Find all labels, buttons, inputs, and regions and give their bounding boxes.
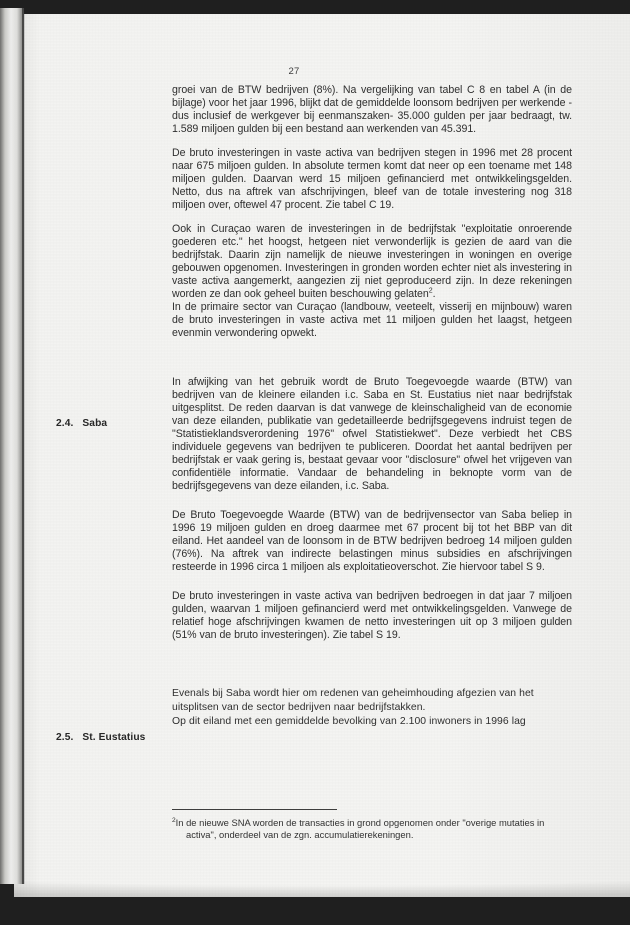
page-content [14, 14, 630, 897]
paragraph-3a-text: Ook in Curaçao waren de investeringen in de bedrijfstak "exploitatie onroerende goederen etc." het hoogst, hetgeen niet verwonderlijk is gezien de aard van die bedrijfstak. Daarin zijn namelijk de nieuwe investeringen in woningen en overige gebouwen opgenomen. Investeringen in gronden worden echter niet als investering in vaste activa aangemerkt, aangezien zij niet geproduceerd zijn. In deze rekeningen worden ze dan ook geheel buiten beschouwing gelaten [172, 223, 572, 300]
footnote-marker-ref: 2 [428, 287, 433, 295]
section-number-saba: 2.4. [56, 418, 74, 429]
binding-gutter [0, 8, 24, 884]
paragraph-8: Op dit eiland met een gemiddelde bevolking van 2.100 inwoners in 1996 lag [172, 716, 526, 727]
paragraph-7: Evenals bij Saba wordt hier om redenen van geheimhouding afgezien van het uitsplitsen van de sector bedrijven naar bedrijfstakken. [172, 688, 534, 713]
spacer-before-st-eustatius [172, 653, 572, 687]
paragraph-5: De Bruto Toegevoegde Waarde (BTW) van de bedrijvensector van Saba beliep in 1996 19 miljoen gulden en droeg daarmee met 67 procent bij tot het BBP van dit eiland. Het aandeel van de loonsom in de BTW bedrijven bedroeg 14 miljoen gulden (76%). Na aftrek van indirecte belastingen minus subsidies en afschrijvingen resteerde in 1996 circa 1 miljoen als exploitatieoverschot. Zie hiervoor tabel S 9. [172, 509, 572, 573]
paragraph-4: In afwijking van het gebruik wordt de Bruto Toegevoegde waarde (BTW) van bedrijven van de kleinere eilanden i.c. Saba en St. Eustatius niet naar bedrijfstak uitgesplitst. De reden daarvan is dat vanwege de kleinschaligheid van de economie van deze eilanden, publikatie van gedetailleerde bedrijfsgegevens indruist tegen de "Statistieklandsverordening 1976" ofwel Statistiekwet". Deze verbiedt het CBS individuele gegevens van bedrijven te publiceren. Doordat het aantal bedrijven per bedrijfstak er vaak gering is, bestaat gevaar voor "disclosure" ofwel het vrijgeven van confidentiële informatie. Vandaar de behandeling in beknopte vorm van de bedrijfsgegevens van deze eilanden, i.c. Saba. [172, 376, 572, 492]
section-heading-st-eustatius [56, 732, 145, 743]
section-heading-saba [56, 418, 107, 429]
section-title-st-eustatius: St. Eustatius [82, 732, 146, 743]
page-number: 27 [288, 66, 300, 77]
footnote-number: 2 [172, 816, 176, 824]
footnote-zone [172, 809, 572, 842]
body-column [172, 84, 572, 729]
footnote-body-text: In de nieuwe SNA worden de transacties in grond opgenomen onder "overige mutaties in activa", onderdeel van de zgn. accumulatierekeningen. [175, 817, 545, 841]
footnote-separator-rule [172, 809, 337, 810]
st-eustatius-block [172, 687, 572, 729]
page-sheet [14, 14, 630, 897]
paragraph-3a-tail: . [432, 288, 436, 300]
paragraph-6: De bruto investeringen in vaste activa van bedrijven bedroegen in dat jaar 7 miljoen gulden, waarvan 1 miljoen gefinancierd werd met ontwikkelingsgelden. Vanwege de relatief hoge afschrijvingen kwamen de netto investeringen uit op 3 miljoen gulden (51% van de bruto investeringen). Zie tabel S 19. [172, 590, 572, 641]
section-number-st-eustatius: 2.5. [56, 732, 74, 743]
paragraph-1: groei van de BTW bedrijven (8%). Na vergelijking van tabel C 8 en tabel A (in de bijlage) voor het jaar 1996, blijkt dat de gemiddelde loonsom bedrijven per werkende -dus inclusief de werkgever bij eenmanszaken- 35.000 gulden per jaar bedraagt, tw. 1.589 miljoen gulden bij een bestand aan werkenden van 45.391. [172, 84, 572, 135]
paragraph-2: De bruto investeringen in vaste activa van bedrijven stegen in 1996 met 28 procent naar 675 miljoen gulden. In absolute termen komt dat neer op een toename met 148 miljoen gulden. Daarvan werd 15 miljoen gefinancierd met ontwikkelingsgelden. Netto, dus na aftrek van afschrijvingen, bleef van de totale investering nog 318 miljoen over, oftewel 47 procent. Zie tabel C 19. [172, 147, 572, 211]
paragraph-3b: In de primaire sector van Curaçao (landbouw, veeteelt, visserij en mijnbouw) waren de bruto investeringen in vaste activa met 11 miljoen gulden het laagst, hetgeen evenmin verwondering opwekt. [172, 301, 572, 339]
section-title-saba: Saba [82, 418, 108, 429]
binding-gutter-edge [22, 8, 25, 884]
paragraph-3a [172, 223, 572, 301]
spacer-before-saba [172, 356, 572, 376]
footnote-1 [172, 817, 572, 842]
